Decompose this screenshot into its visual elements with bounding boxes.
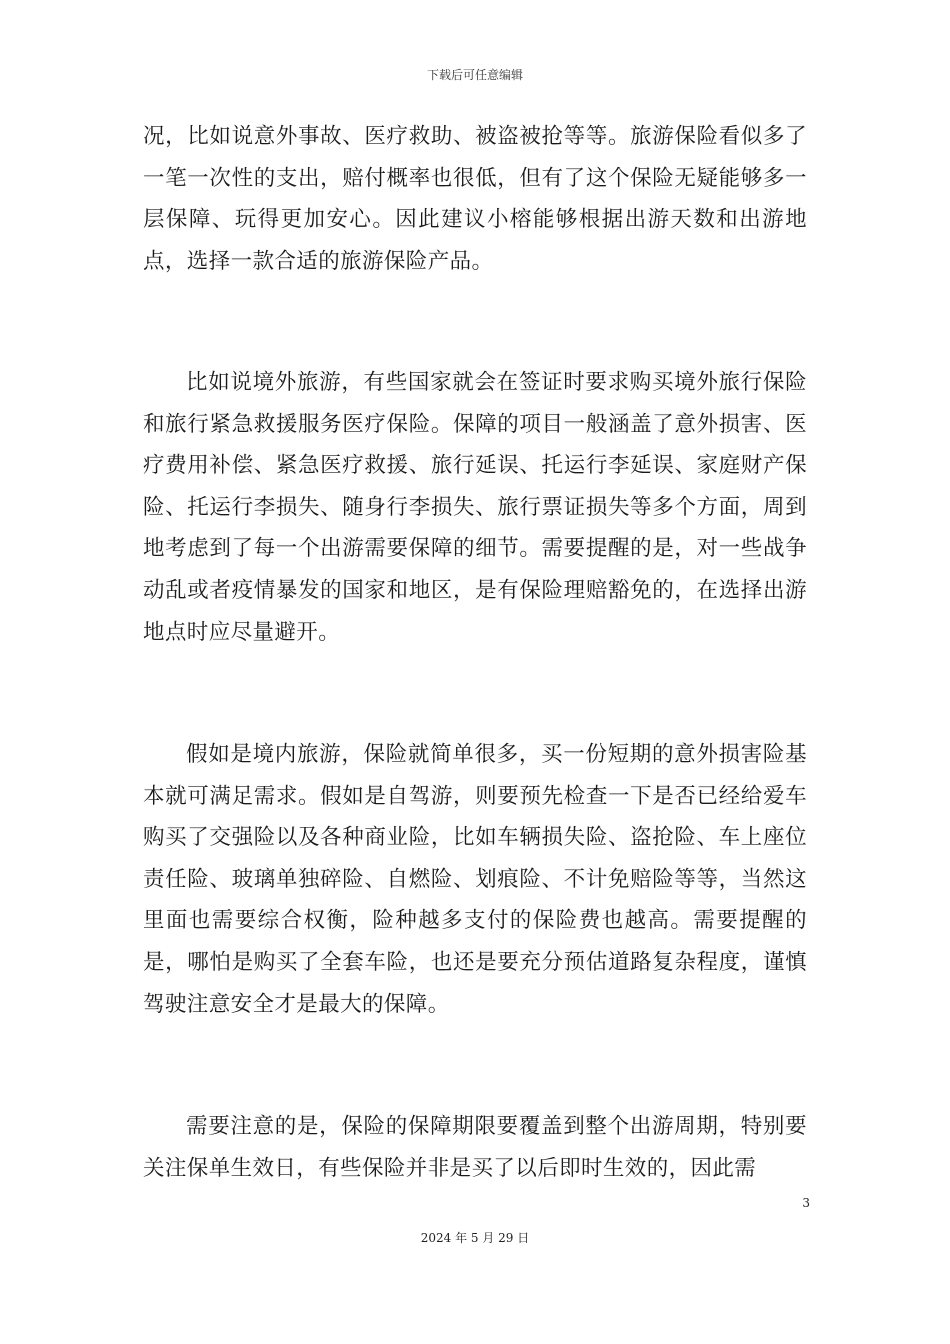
paragraph-coverage-period: 需要注意的是，保险的保障期限要覆盖到整个出游周期，特别要关注保单生效日，有些保险并非是买了以后即时生效的，因此需 (143, 1114, 807, 1181)
paragraph-domestic-travel: 假如是境内旅游，保险就简单很多，买一份短期的意外损害险基本就可满足需求。假如是自驾游，则要预先检查一下是否已经给爱车购买了交强险以及各种商业险，比如车辆损失险、盗抢险、车上座位责任险、玻璃单独碎险、自燃险、划痕险、不计免赔险等等，当然这里面也需要综合权衡，险种越多支付的保险费也越高。需要提醒的是，哪怕是购买了全套车险，也还是要充分预估道路复杂程度，谨慎驾驶注意安全才是最大的保障。 (143, 742, 807, 1017)
page-footer-date: 2024 年 5 月 29 日 (420, 1231, 530, 1245)
page-number: 3 (802, 1196, 810, 1210)
paragraph-continued: 况，比如说意外事故、医疗救助、被盗被抢等等。旅游保险看似多了一笔一次性的支出，赔付概率也很低，但有了这个保险无疑能够多一层保障、玩得更加安心。因此建议小榕能够根据出游天数和出游地点，选择一款合适的旅游保险产品。 (143, 124, 807, 274)
paragraph-overseas-travel: 比如说境外旅游，有些国家就会在签证时要求购买境外旅行保险和旅行紧急救援服务医疗保险。保障的项目一般涵盖了意外损害、医疗费用补偿、紧急医疗救援、旅行延误、托运行李延误、家庭财产保险、托运行李损失、随身行李损失、旅行票证损失等多个方面，周到地考虑到了每一个出游需要保障的细节。需要提醒的是，对一些战争动乱或者疫情暴发的国家和地区，是有保险理赔豁免的，在选择出游地点时应尽量避开。 (143, 370, 807, 645)
page-header: 下载后可任意编辑 (426, 68, 523, 82)
